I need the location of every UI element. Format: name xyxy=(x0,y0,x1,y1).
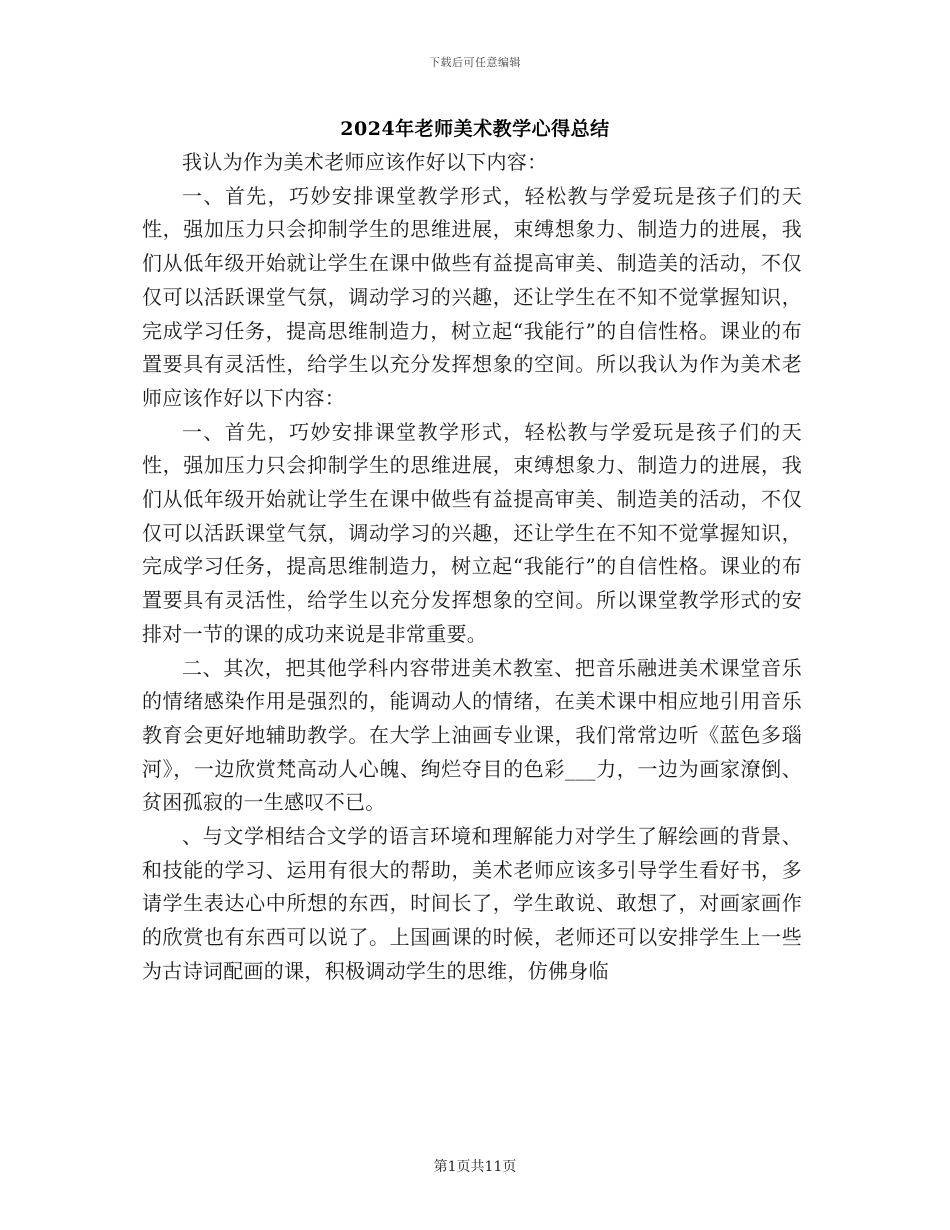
paragraph-intro: 我认为作为美术老师应该作好以下内容： xyxy=(182,150,548,174)
header-note: 下载后可任意编辑 xyxy=(429,56,521,69)
document-title: 2024年老师美术教学心得总结 xyxy=(340,118,610,140)
document-body xyxy=(142,146,802,989)
paragraph-first-point: 一、首先，巧妙安排课堂教学形式，轻松教与学爱玩是孩子们的天性，强加压力只会抑制学生的思维进展，束缚想象力、制造力的进展，我们从低年级开始就让学生在课中做些有益提高审美、制造美的活动，不仅仅可以活跃课堂气氛，调动学习的兴趣，还让学生在不知不觉掌握知识，完成学习任务，提高思维制造力，树立起“我能行”的自信性格。课业的布置要具有灵活性，给学生以充分发挥想象的空间。所以我认为作为美术老师应该作好以下内容： xyxy=(142,183,802,410)
paragraph-literature: 、与文学相结合文学的语言环境和理解能力对学生了解绘画的背景、和技能的学习、运用有很大的帮助，美术老师应该多引导学生看好书，多请学生表达心中所想的东西，时间长了，学生敢说、敢想了，对画家画作的欣赏也有东西可以说了。上国画课的时候，老师还可以安排学生上一些为古诗词配画的课，积极调动学生的思维，仿佛身临 xyxy=(142,824,802,983)
paragraph-first-point-repeat: 一、首先，巧妙安排课堂教学形式，轻松教与学爱玩是孩子们的天性，强加压力只会抑制学生的思维进展，束缚想象力、制造力的进展，我们从低年级开始就让学生在课中做些有益提高审美、制造美的活动，不仅仅可以活跃课堂气氛，调动学习的兴趣，还让学生在不知不觉掌握知识，完成学习任务，提高思维制造力，树立起“我能行”的自信性格。课业的布置要具有灵活性，给学生以充分发挥想象的空间。所以课堂教学形式的安排对一节的课的成功来说是非常重要。 xyxy=(142,419,802,646)
paragraph-second-point: 二、其次，把其他学科内容带进美术教室、把音乐融进美术课堂音乐的情绪感染作用是强烈的，能调动人的情绪，在美术课中相应地引用音乐教育会更好地辅助教学。在大学上油画专业课，我们常常边听《蓝色多瑙河》，一边欣赏梵高动人心魄、绚烂夺目的色彩___力，一边为画家潦倒、贫困孤寂的一生感叹不已。 xyxy=(142,655,802,815)
page-number: 第1页共11页 xyxy=(433,1159,517,1175)
